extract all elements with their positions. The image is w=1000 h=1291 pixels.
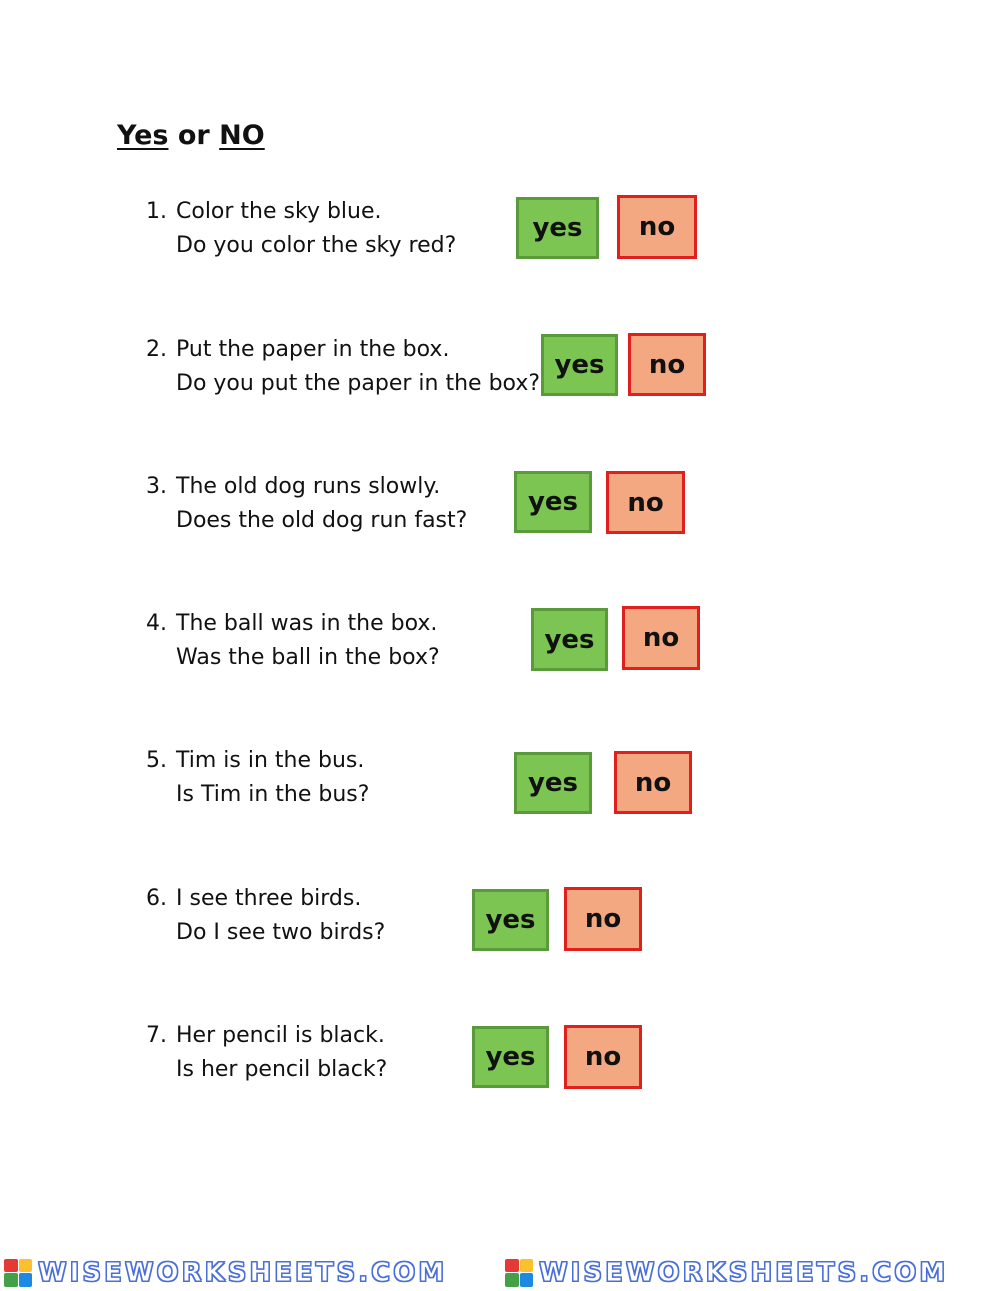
question-number: 6. bbox=[146, 886, 167, 911]
q6-no-button[interactable]: no bbox=[564, 887, 642, 951]
q4-no-button[interactable]: no bbox=[622, 606, 700, 670]
page-title bbox=[117, 118, 265, 154]
title-or: or bbox=[177, 120, 210, 151]
q3-no-button[interactable]: no bbox=[606, 471, 685, 534]
question-statement: Her pencil is black. bbox=[176, 1023, 385, 1048]
q2-no-button[interactable]: no bbox=[628, 333, 706, 396]
question-statement: Put the paper in the box. bbox=[176, 337, 450, 362]
question-6 bbox=[146, 882, 385, 950]
q5-yes-button[interactable]: yes bbox=[514, 752, 592, 814]
q3-yes-button[interactable]: yes bbox=[514, 471, 592, 533]
question-2 bbox=[146, 333, 540, 401]
brand-mark-left bbox=[4, 1254, 447, 1291]
q7-yes-button[interactable]: yes bbox=[472, 1026, 549, 1088]
question-4 bbox=[146, 607, 440, 675]
q4-yes-button[interactable]: yes bbox=[531, 608, 608, 671]
question-text: Is Tim in the bus? bbox=[176, 782, 370, 807]
brand-logo-icon bbox=[505, 1259, 533, 1287]
q1-no-button[interactable]: no bbox=[617, 195, 697, 259]
question-number: 2. bbox=[146, 337, 167, 362]
title-yes: Yes bbox=[117, 120, 169, 151]
question-statement: Tim is in the bus. bbox=[176, 748, 365, 773]
question-statement: Color the sky blue. bbox=[176, 199, 382, 224]
question-number: 1. bbox=[146, 199, 167, 224]
title-no: NO bbox=[219, 120, 265, 151]
question-number: 5. bbox=[146, 748, 167, 773]
q7-no-button[interactable]: no bbox=[564, 1025, 642, 1089]
brand-mark-right bbox=[505, 1254, 948, 1291]
question-5 bbox=[146, 744, 369, 812]
q5-no-button[interactable]: no bbox=[614, 751, 692, 814]
brand-logo-icon bbox=[4, 1259, 32, 1287]
question-text: Do I see two birds? bbox=[176, 920, 386, 945]
question-text: Do you color the sky red? bbox=[176, 233, 457, 258]
question-1 bbox=[146, 195, 456, 263]
question-number: 3. bbox=[146, 474, 167, 499]
brand-text: WISEWORKSHEETS.COM bbox=[539, 1257, 949, 1288]
question-3 bbox=[146, 470, 467, 538]
q6-yes-button[interactable]: yes bbox=[472, 889, 549, 951]
question-statement: I see three birds. bbox=[176, 886, 362, 911]
question-number: 4. bbox=[146, 611, 167, 636]
question-number: 7. bbox=[146, 1023, 167, 1048]
footer-watermark bbox=[0, 1254, 1000, 1291]
question-text: Was the ball in the box? bbox=[176, 645, 440, 670]
question-statement: The old dog runs slowly. bbox=[176, 474, 441, 499]
brand-text: WISEWORKSHEETS.COM bbox=[38, 1257, 448, 1288]
question-statement: The ball was in the box. bbox=[176, 611, 438, 636]
q2-yes-button[interactable]: yes bbox=[541, 334, 618, 396]
question-text: Does the old dog run fast? bbox=[176, 508, 468, 533]
question-text: Do you put the paper in the box? bbox=[176, 371, 541, 396]
question-text: Is her pencil black? bbox=[176, 1057, 388, 1082]
question-7 bbox=[146, 1019, 387, 1087]
q1-yes-button[interactable]: yes bbox=[516, 197, 599, 259]
